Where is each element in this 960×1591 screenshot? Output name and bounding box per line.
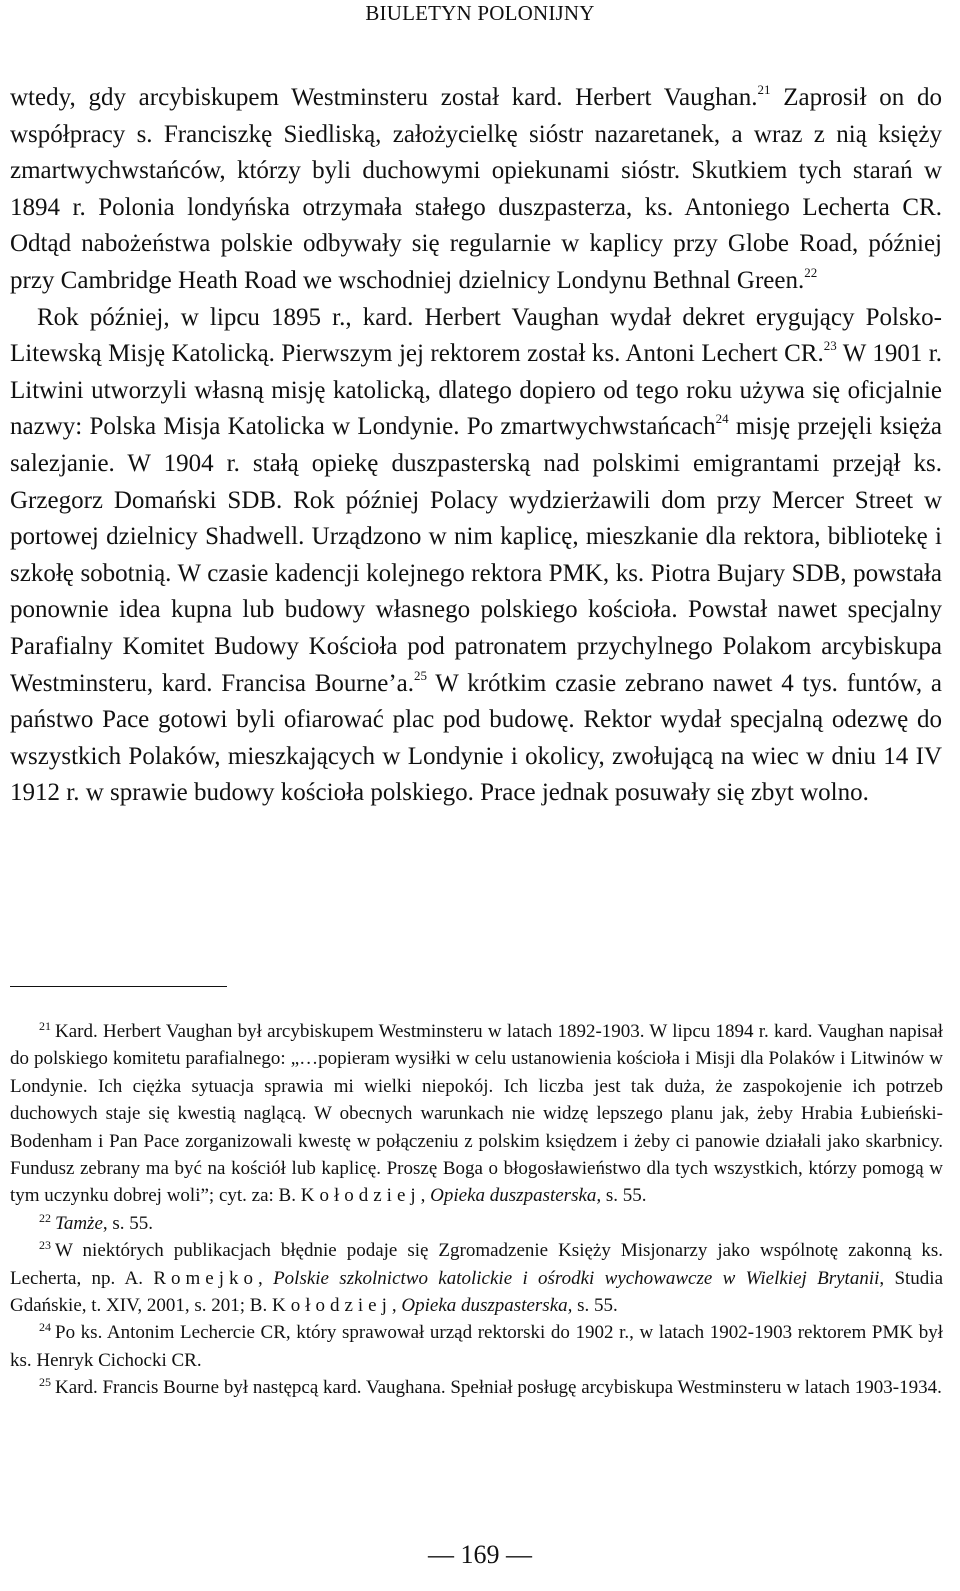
running-header <box>0 0 960 26</box>
footnote-author: Romejko <box>153 1267 258 1289</box>
footnote-text: Kard. Herbert Vaughan był arcybiskupem Westminsteru w latach 1892-1903. W lipcu 1894 r. kard. Vaughan napisał do polskiego komitetu parafialnego: „…popieram wysiłki w celu ustanowienia kościoła i Misji dla Polaków i Litwinów w Londynie. Ich ciężka sytuacja sprawia mi wielki niepokój. Ich liczba jest tak duża, że zaspokojenie ich potrzeb duchowych staje się kwestią naglącą. W obecnych warunkach nie widzę lepszego planu jak, żeby Hrabia Łubieński-Bodenham i Pan Pace zorganizowali kwestę w połączeniu z polskim księdzem i żeby ci panowie działali jako skarbnicy. Fundusz zebrany ma być na kościół lub kaplicę. Proszę Boga o błogosławieństwo dla tych wszystkich, którzy pomogą w tym uczynku dobrej woli”; cyt. za: B. <box>10 1021 943 1207</box>
running-title: BIULETYN POLONIJNY <box>365 1 595 25</box>
footnote-number: 25 <box>39 1375 51 1390</box>
footnote-22 <box>10 1210 943 1237</box>
paragraph-text: wtedy, gdy arcybiskupem Westminsteru został kard. Herbert Vaughan. <box>10 84 758 111</box>
footnote-text: , <box>420 1185 431 1207</box>
footnote-number: 23 <box>39 1238 51 1253</box>
footnote-ref-22[interactable]: 22 <box>804 264 818 280</box>
page-number: — 169 — <box>428 1540 532 1569</box>
footnote-text: W niektórych publikacjach błędnie podaje się Zgromadzenie Księży Misjonarzy jako wspólnotę zakonną ks. Lecherta, np. A. <box>10 1240 943 1289</box>
footnote-title: Opieka duszpasterska, <box>401 1295 573 1317</box>
footnote-ref-25[interactable]: 25 <box>414 667 427 683</box>
footnote-21 <box>10 1018 943 1210</box>
footnote-text: , <box>391 1295 402 1317</box>
footnote-author: Kołodziej <box>300 1185 421 1207</box>
footnotes <box>10 1018 943 1402</box>
footnote-number: 24 <box>39 1320 51 1335</box>
paragraph-text: Zaprosił on do współpracy s. Franciszkę Siedliską, założycielkę sióstr nazaretanek, a wraz z nią księży zmartwychwstańców, którzy byli duchowymi opiekunami sióstr. Skutkiem tych starań w 1894 r. Polonia londyńska otrzymała stałego duszpasterza, ks. Antoniego Lecherta CR. Odtąd nabożeństwa polskie odbywały się regularnie w kaplicy przy Globe Road, później przy Cambridge Heath Road we wschodniej dzielnicy Londynu Bethnal Green. <box>10 84 942 294</box>
paragraph-text: W 1901 r. Litwini utworzyli własną misję katolicką, dlatego dopiero od tego roku używa się oficjalnie nazwy: Polska Misja Katolicka w Londynie. Po zmartwychwstańcach <box>10 340 943 441</box>
main-text <box>10 80 942 812</box>
footnote-text: s. 55. <box>601 1185 647 1207</box>
footnote-text: Po ks. Antonim Lechercie CR, który sprawował urząd rektorski do 1902 r., w latach 1902-1903 rektorem PMK był ks. Henryk Cichocki CR. <box>10 1322 943 1371</box>
footnote-ref-23[interactable]: 23 <box>823 338 837 354</box>
footnote-author: Kołodziej <box>271 1295 392 1317</box>
paragraph-text: misję przejęli księża salezjanie. W 1904 r. stałą opiekę duszpasterską nad polskimi emigrantami przejął ks. Grzegorz Domański SDB. Rok później Polacy wydzierżawili dom przy Mercer Street w portowej dzielnicy Shadwell. Urządzono w nim kaplicę, mieszkanie dla rektora, bibliotekę i szkołę sobotnią. W czasie kadencji kolejnego rektora PMK, ks. Piotra Bujary SDB, powstała ponownie idea kupna lub budowy własnego polskiego kościoła. Powstał nawet specjalny Parafialny Komitet Budowy Kościoła pod patronatem przychylnego Polakom arcybiskupa Westminsteru, kard. Francisa Bourne’a. <box>10 413 943 697</box>
paragraph-1 <box>10 80 942 300</box>
footnote-ref-21[interactable]: 21 <box>757 82 771 97</box>
paragraph-text: Rok później, w lipcu 1895 r., kard. Herbert Vaughan wydał dekret erygujący Polsko-Litewską Misję Katolicką. Pierwszym jej rektorem został ks. Antoni Lechert CR. <box>10 303 942 368</box>
paragraph-text: W krótkim czasie zebrano nawet 4 tys. funtów, a państwo Pace gotowi byli ofiarować plac pod budowę. Rektor wydał specjalną odezwę do wszystkich Polaków, mieszkających w Londynie i okolicy, zwołującą na wiec w dniu 14 IV 1912 r. w sprawie budowy kościoła polskiego. Prace jednak posuwały się zbyt wolno. <box>10 669 942 807</box>
footnote-text: , Studia Gdańskie, t. XIV, 2001, s. 201; B. <box>10 1267 943 1317</box>
footnote-number: 21 <box>39 1019 51 1033</box>
footnote-24 <box>10 1319 943 1374</box>
footnote-title: Polskie szkolnictwo katolickie i ośrodki wychowawcze w Wielkiej Brytanii <box>273 1267 880 1289</box>
paragraph-2 <box>10 300 942 812</box>
footnote-ref-24[interactable]: 24 <box>715 411 729 427</box>
footnote-text: s. 55. <box>572 1295 618 1317</box>
footnote-25 <box>10 1374 943 1401</box>
footnote-23 <box>10 1237 943 1319</box>
footnote-title: Opieka duszpasterska, <box>430 1185 602 1207</box>
footnote-number: 22 <box>39 1210 51 1225</box>
footnote-text: , <box>257 1267 274 1289</box>
footnote-title: Tamże <box>55 1212 103 1234</box>
footnote-text: Kard. Francis Bourne był następcą kard. Vaughana. Spełniał posługę arcybiskupa Westminsteru w latach 1903-1934. <box>55 1377 942 1399</box>
footnote-separator <box>10 986 227 987</box>
footnote-text: , s. 55. <box>102 1212 154 1234</box>
